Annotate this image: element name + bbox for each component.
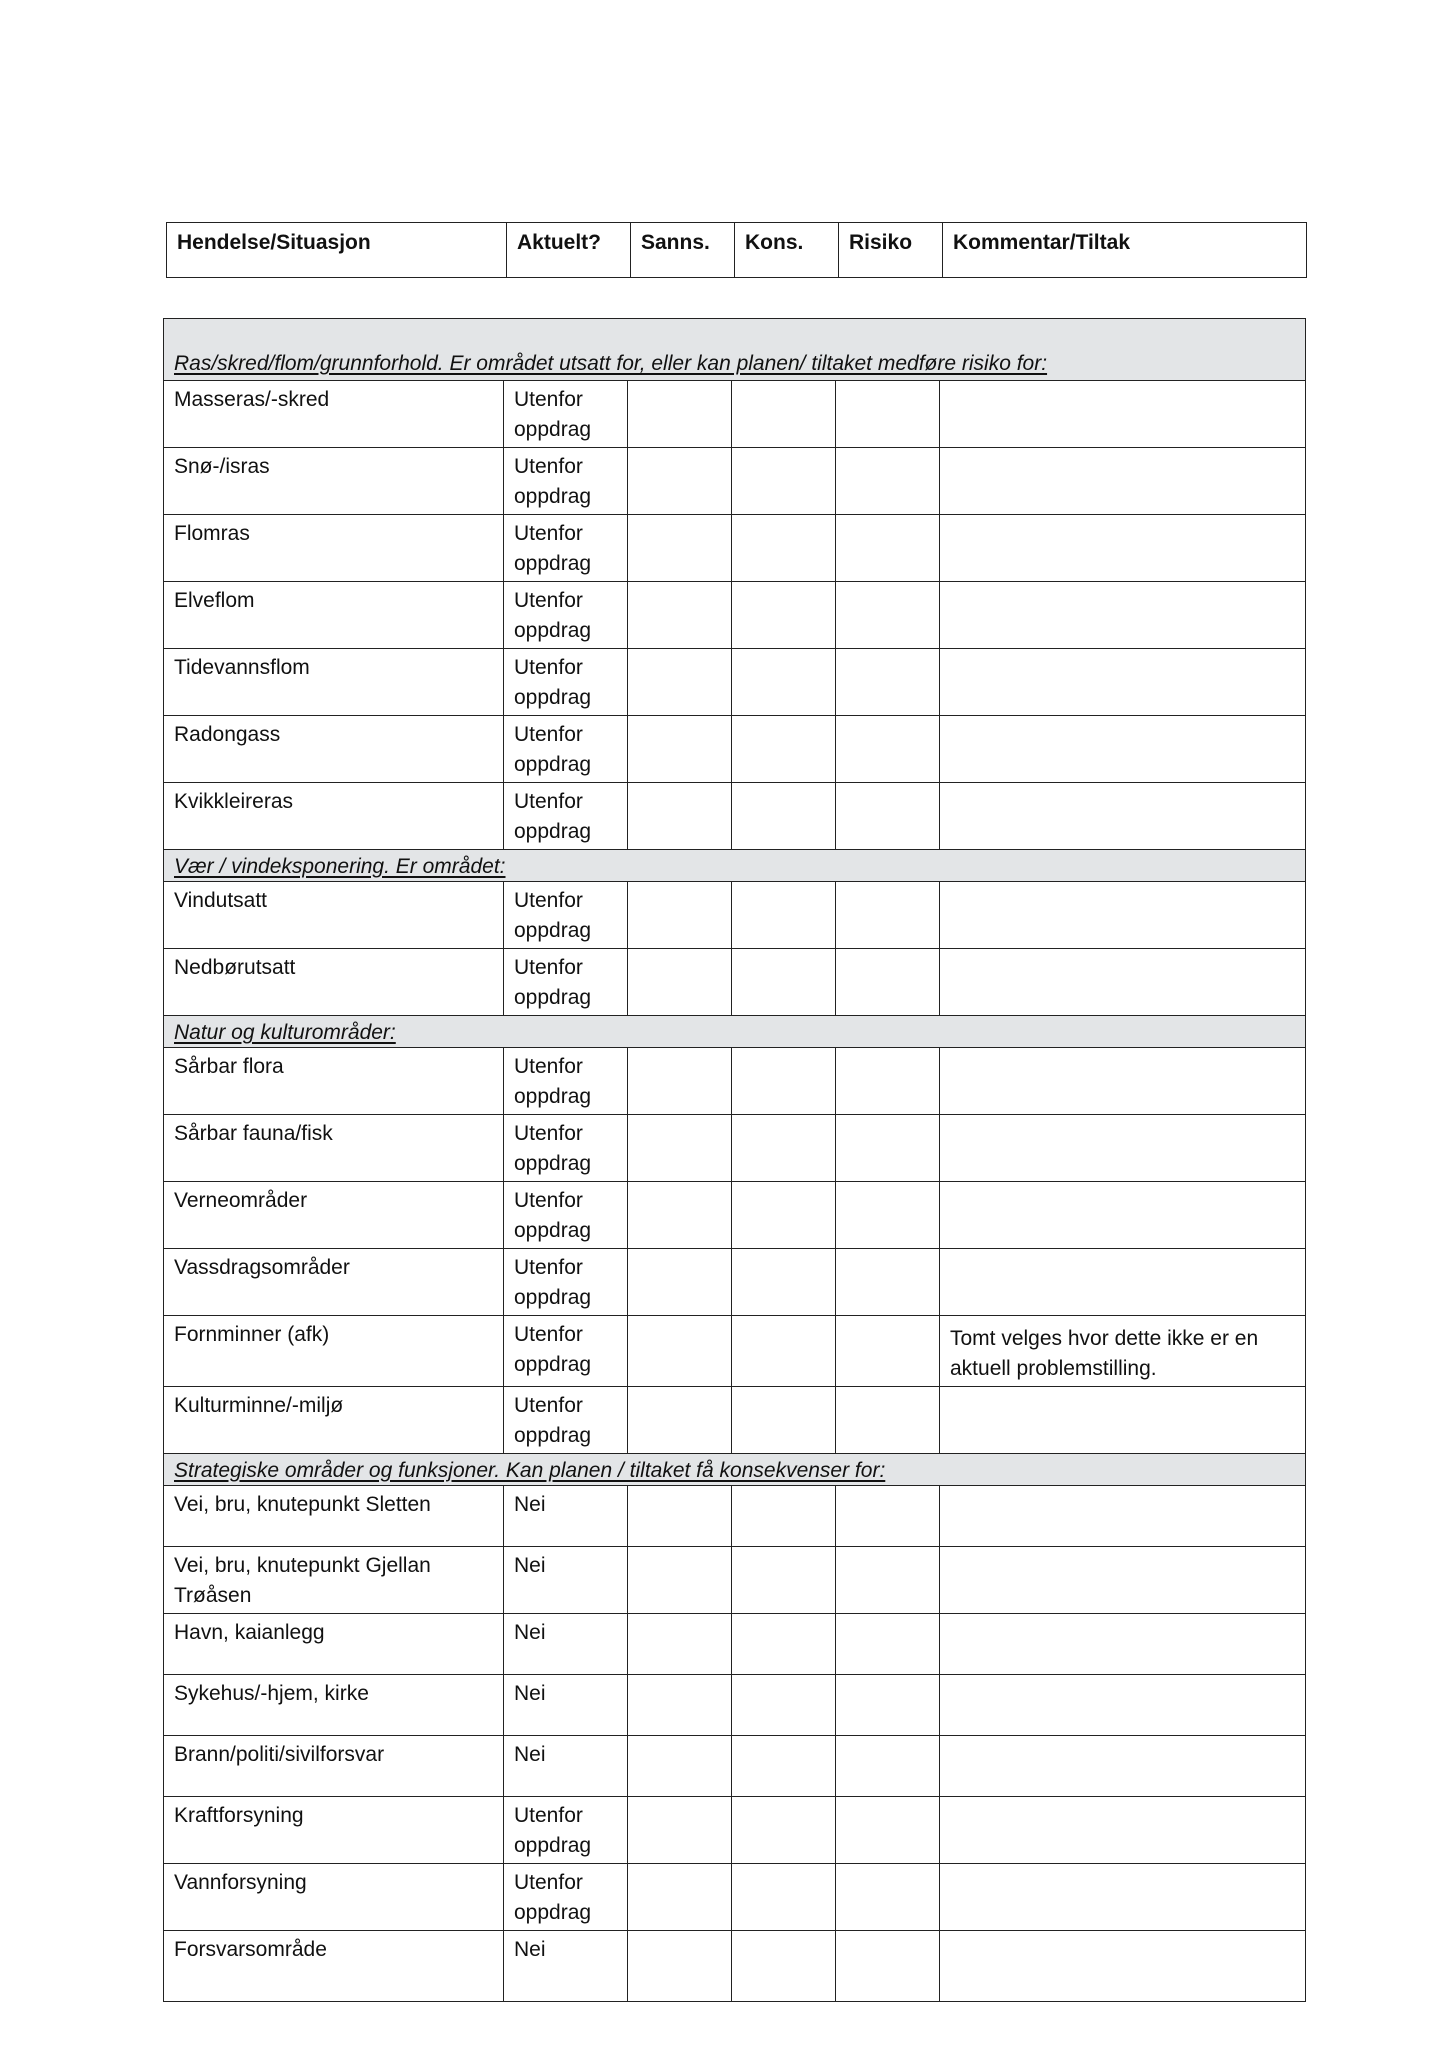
row-aktuelt: Utenfor oppdrag [504,582,628,649]
row-aktuelt: Nei [504,1675,628,1736]
row-sanns [628,783,732,850]
header-risiko: Risiko [839,223,943,278]
row-item: Kvikkleireras [164,783,504,850]
row-sanns [628,1614,732,1675]
row-item: Sykehus/-hjem, kirke [164,1675,504,1736]
row-kons [732,649,836,716]
row-sanns [628,515,732,582]
row-item: Sårbar flora [164,1048,504,1115]
row-aktuelt: Utenfor oppdrag [504,882,628,949]
header-hendelse: Hendelse/Situasjon [167,223,507,278]
row-risiko [836,949,940,1016]
table-row [164,1048,1306,1115]
row-comment [940,1048,1306,1115]
row-aktuelt: Utenfor oppdrag [504,1182,628,1249]
row-aktuelt: Nei [504,1931,628,2002]
row-kons [732,448,836,515]
table-row [164,649,1306,716]
row-kons [732,1797,836,1864]
row-aktuelt: Utenfor oppdrag [504,1797,628,1864]
row-aktuelt: Nei [504,1486,628,1547]
row-aktuelt: Nei [504,1736,628,1797]
header-sanns: Sanns. [631,223,735,278]
table-row [164,1675,1306,1736]
row-kons [732,582,836,649]
row-item: Flomras [164,515,504,582]
row-risiko [836,649,940,716]
row-risiko [836,716,940,783]
row-aktuelt: Utenfor oppdrag [504,716,628,783]
section-header [164,1454,1306,1486]
row-risiko [836,783,940,850]
row-sanns [628,1048,732,1115]
row-item: Sårbar fauna/fisk [164,1115,504,1182]
header-row [167,223,1307,278]
table-row [164,1182,1306,1249]
row-kons [732,381,836,448]
row-comment [940,381,1306,448]
row-sanns [628,716,732,783]
row-item: Vei, bru, knutepunkt Gjellan Trøåsen [164,1547,504,1614]
row-comment [940,882,1306,949]
section-header [164,1016,1306,1048]
row-risiko [836,1249,940,1316]
row-comment [940,515,1306,582]
table-row [164,448,1306,515]
row-item: Snø-/isras [164,448,504,515]
row-kons [732,1316,836,1387]
section-title: Strategiske områder og funksjoner. Kan planen / tiltaket få konsekvenser for: [174,1459,886,1482]
row-risiko [836,1797,940,1864]
table-row [164,1316,1306,1387]
row-risiko [836,1614,940,1675]
table-row [164,1864,1306,1931]
row-comment [940,1182,1306,1249]
row-sanns [628,381,732,448]
row-sanns [628,1486,732,1547]
row-item: Nedbørutsatt [164,949,504,1016]
section-title: Ras/skred/flom/grunnforhold. Er området utsatt for, eller kan planen/ tiltaket medføre risiko for: [174,352,1048,375]
row-sanns [628,1115,732,1182]
row-risiko [836,1931,940,2002]
row-comment [940,1387,1306,1454]
row-item: Verneområder [164,1182,504,1249]
row-risiko [836,1316,940,1387]
row-sanns [628,1931,732,2002]
row-sanns [628,1547,732,1614]
table-row [164,1736,1306,1797]
risk-table-body [164,319,1306,2002]
table-row [164,1249,1306,1316]
row-sanns [628,582,732,649]
row-aktuelt: Nei [504,1614,628,1675]
row-comment [940,949,1306,1016]
row-comment [940,1486,1306,1547]
row-item: Tidevannsflom [164,649,504,716]
row-sanns [628,1675,732,1736]
section-header [164,319,1306,381]
row-item: Radongass [164,716,504,783]
row-risiko [836,1182,940,1249]
row-comment [940,649,1306,716]
row-comment [940,1115,1306,1182]
row-item: Vindutsatt [164,882,504,949]
row-risiko [836,882,940,949]
row-comment [940,1797,1306,1864]
row-kons [732,1614,836,1675]
table-row [164,783,1306,850]
row-aktuelt: Utenfor oppdrag [504,949,628,1016]
row-aktuelt: Utenfor oppdrag [504,1864,628,1931]
section-header-row [164,319,1306,381]
section-header-row [164,1454,1306,1486]
row-kons [732,716,836,783]
row-kons [732,1736,836,1797]
row-kons [732,1048,836,1115]
row-risiko [836,381,940,448]
table-row [164,1614,1306,1675]
section-header-row [164,850,1306,882]
row-aktuelt: Utenfor oppdrag [504,1387,628,1454]
row-item: Elveflom [164,582,504,649]
row-kons [732,1249,836,1316]
row-kons [732,1675,836,1736]
row-kons [732,1182,836,1249]
row-sanns [628,448,732,515]
row-aktuelt: Utenfor oppdrag [504,1316,628,1387]
row-aktuelt: Utenfor oppdrag [504,1048,628,1115]
row-risiko [836,1864,940,1931]
row-comment [940,783,1306,850]
row-kons [732,1387,836,1454]
section-title: Natur og kulturområder: [174,1021,396,1044]
row-aktuelt: Utenfor oppdrag [504,783,628,850]
row-sanns [628,949,732,1016]
header-kommentar: Kommentar/Tiltak [943,223,1307,278]
row-aktuelt: Utenfor oppdrag [504,1249,628,1316]
row-sanns [628,1736,732,1797]
row-risiko [836,1486,940,1547]
section-header [164,850,1306,882]
row-kons [732,1115,836,1182]
table-row [164,582,1306,649]
row-kons [732,1547,836,1614]
header-kons: Kons. [735,223,839,278]
table-row [164,1797,1306,1864]
row-risiko [836,515,940,582]
row-risiko [836,1547,940,1614]
row-comment [940,582,1306,649]
row-item: Brann/politi/sivilforsvar [164,1736,504,1797]
row-comment [940,448,1306,515]
risk-table [163,318,1306,2002]
row-sanns [628,882,732,949]
row-risiko [836,582,940,649]
row-aktuelt: Utenfor oppdrag [504,381,628,448]
row-aktuelt: Utenfor oppdrag [504,649,628,716]
section-title: Vær / vindeksponering. Er området: [174,855,506,878]
table-row [164,1547,1306,1614]
header-table [166,222,1307,278]
table-row [164,1931,1306,2002]
header-aktuelt: Aktuelt? [507,223,631,278]
row-aktuelt: Utenfor oppdrag [504,515,628,582]
table-row [164,716,1306,783]
row-comment [940,1931,1306,2002]
row-kons [732,882,836,949]
table-row [164,949,1306,1016]
row-sanns [628,1797,732,1864]
row-item: Vassdragsområder [164,1249,504,1316]
row-sanns [628,649,732,716]
row-comment [940,1675,1306,1736]
section-header-row [164,1016,1306,1048]
row-comment [940,1249,1306,1316]
row-item: Forsvarsområde [164,1931,504,2002]
row-sanns [628,1387,732,1454]
row-comment [940,1736,1306,1797]
row-risiko [836,448,940,515]
table-row [164,1486,1306,1547]
row-kons [732,515,836,582]
row-comment [940,1547,1306,1614]
row-aktuelt: Utenfor oppdrag [504,448,628,515]
row-comment [940,1864,1306,1931]
table-row [164,381,1306,448]
row-sanns [628,1864,732,1931]
row-aktuelt: Utenfor oppdrag [504,1115,628,1182]
row-aktuelt: Nei [504,1547,628,1614]
row-kons [732,1931,836,2002]
row-item: Havn, kaianlegg [164,1614,504,1675]
row-sanns [628,1182,732,1249]
row-item: Masseras/-skred [164,381,504,448]
row-sanns [628,1249,732,1316]
table-row [164,515,1306,582]
row-kons [732,1486,836,1547]
row-item: Vei, bru, knutepunkt Sletten [164,1486,504,1547]
row-risiko [836,1387,940,1454]
row-comment: Tomt velges hvor dette ikke er en aktuell problemstilling. [940,1316,1306,1387]
row-item: Kraftforsyning [164,1797,504,1864]
row-kons [732,1864,836,1931]
table-row [164,1115,1306,1182]
row-comment [940,1614,1306,1675]
table-row [164,1387,1306,1454]
table-row [164,882,1306,949]
row-kons [732,949,836,1016]
row-risiko [836,1048,940,1115]
row-risiko [836,1115,940,1182]
row-risiko [836,1675,940,1736]
row-item: Vannforsyning [164,1864,504,1931]
row-kons [732,783,836,850]
row-item: Kulturminne/-miljø [164,1387,504,1454]
row-risiko [836,1736,940,1797]
row-item: Fornminner (afk) [164,1316,504,1387]
row-sanns [628,1316,732,1387]
row-comment [940,716,1306,783]
